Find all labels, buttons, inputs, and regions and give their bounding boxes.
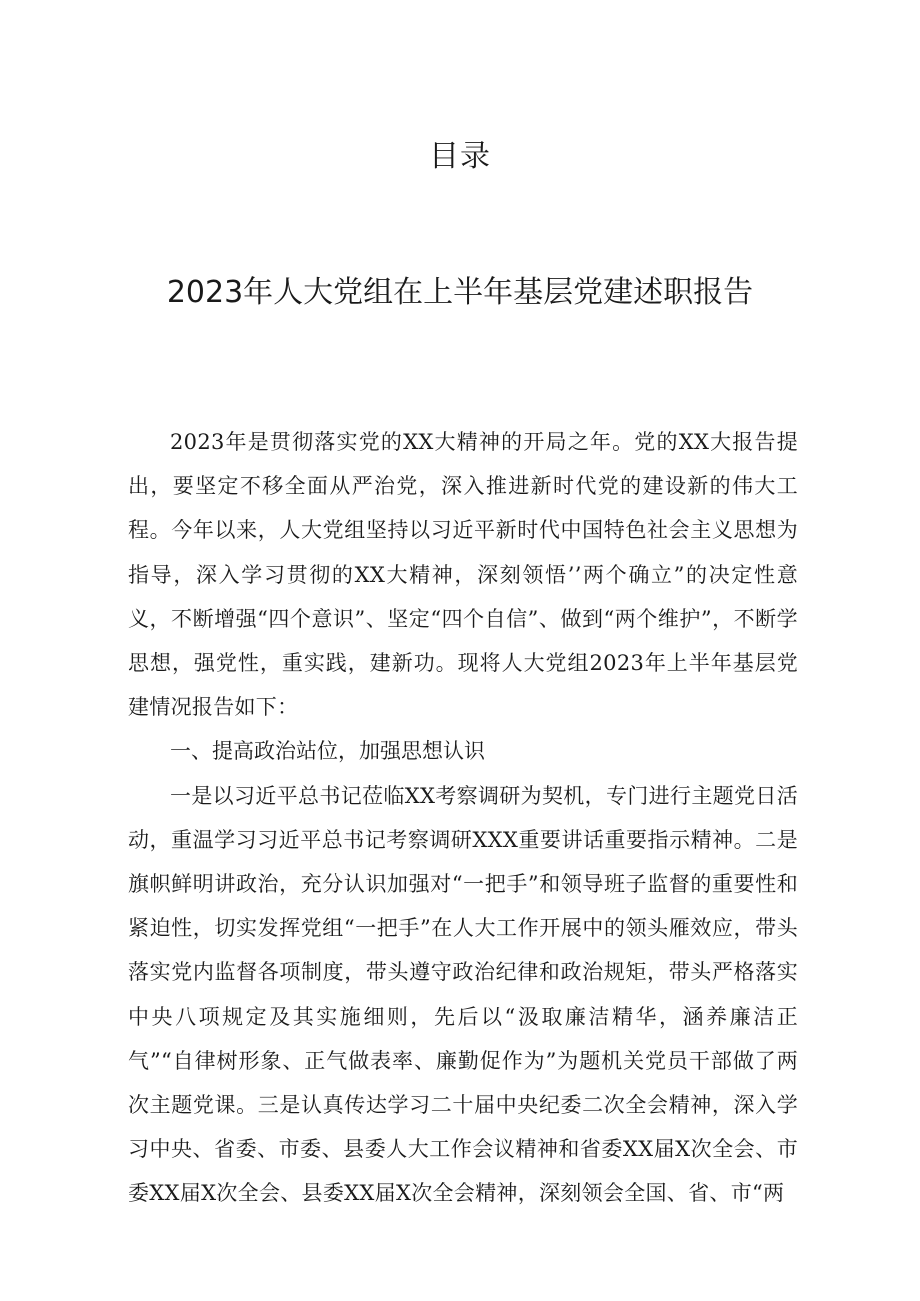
document-title: 2023年人大党组在上半年基层党建述职报告 [166, 275, 754, 310]
section-heading: 一、提高政治站位，加强思想认识 [170, 739, 485, 764]
section-paragraph: 一是以习近平总书记莅临XX考察调研为契机，专门进行主题党日活动，重温学习习近平总书记考察调研XXX重要讲话重要指示精神。二是旗帜鲜明讲政治，充分认识加强对“一把手”和领导班子监督的重要性和紧迫性，切实发挥党组“一把手”在人大工作开展中的领头雁效应，带头落实党内监督各项制度，带头遵守政治纪律和政治规矩，带头严格落实中央八项规定及其实施细则，先后以“汲取廉洁精华，涵养廉洁正气”“自律树形象、正气做表率、廉勤促作为”为题机关党员干部做了两次主题党课。三是认真传达学习二十届中央纪委二次全会精神，深入学习中央、省委、市委、县委人大工作会议精神和省委XX届X次全会、市委XX届X次全会、县委XX届X次全会精神，深刻领会全国、省、市“两 [128, 783, 798, 1206]
toc-title: 目录 [429, 139, 491, 174]
intro-paragraph: 2023年是贯彻落实党的XX大精神的开局之年。党的XX大报告提出，要坚定不移全面从严治党，深入推进新时代党的建设新的伟大工程。今年以来，人大党组坚持以习近平新时代中国特色社会主义思想为指导，深入学习贯彻的XX大精神，深刻领悟’’两个确立”的决定性意义，不断增强“四个意识”、坚定“四个自信”、做到“两个维护”，不断学思想，强党性，重实践，建新功。现将人大党组2023年上半年基层党建情况报告如下： [128, 430, 798, 720]
document-body [128, 420, 798, 1216]
